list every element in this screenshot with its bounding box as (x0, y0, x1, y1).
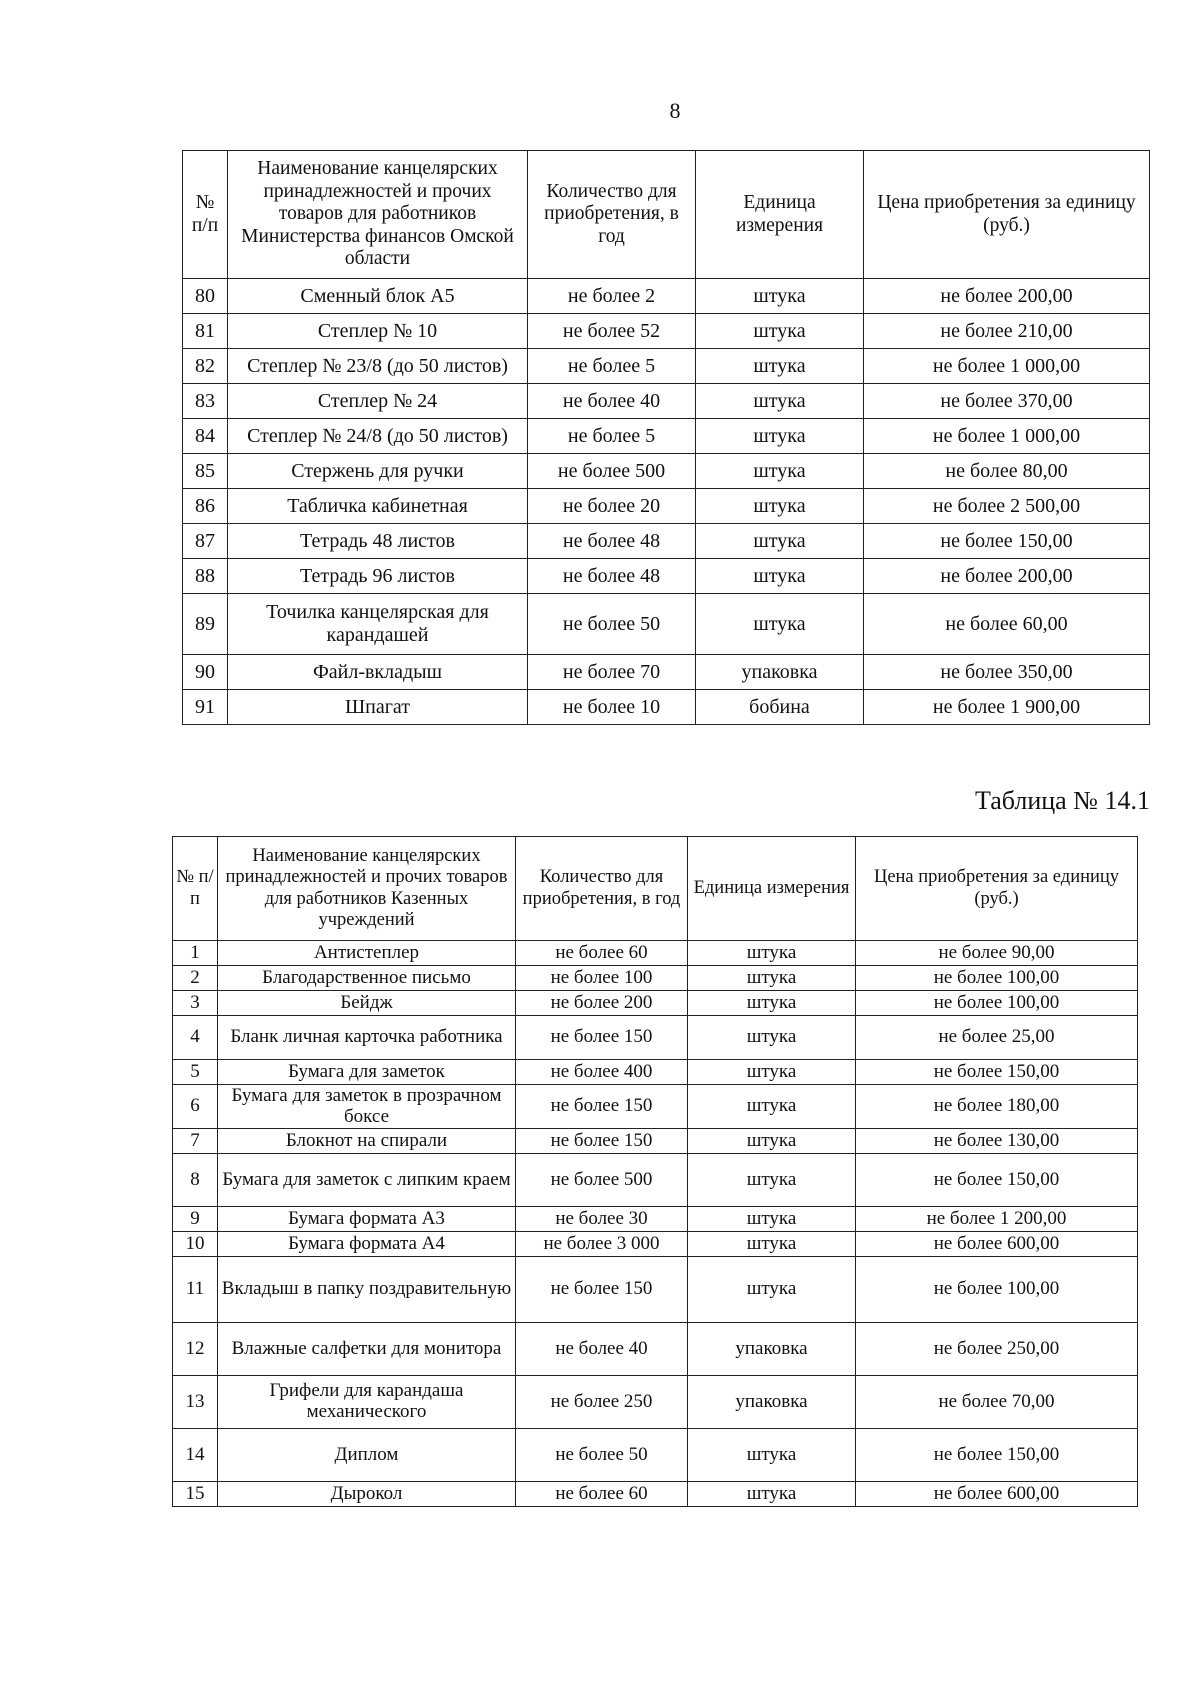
cell-price: не более 200,00 (864, 279, 1150, 314)
cell-qty: не более 60 (516, 1482, 688, 1507)
table-row (173, 1016, 1138, 1060)
cell-unit: штука (696, 419, 864, 454)
cell-qty: не более 100 (516, 966, 688, 991)
cell-qty: не более 150 (516, 1085, 688, 1129)
table-row (173, 1207, 1138, 1232)
cell-num: 86 (183, 489, 228, 524)
cell-unit: упаковка (696, 655, 864, 690)
cell-name: Тетрадь 48 листов (228, 524, 528, 559)
cell-qty: не более 500 (516, 1154, 688, 1207)
cell-num: 15 (173, 1482, 218, 1507)
page-number: 8 (669, 98, 681, 123)
cell-name: Влажные салфетки для монитора (218, 1323, 516, 1376)
header-num: № п/п (173, 837, 218, 941)
cell-qty: не более 50 (516, 1429, 688, 1482)
cell-num: 9 (173, 1207, 218, 1232)
header-price: Цена приобретения за единицу (руб.) (864, 151, 1150, 279)
table-row (173, 1060, 1138, 1085)
cell-unit: упаковка (688, 1376, 856, 1429)
cell-unit: штука (696, 559, 864, 594)
cell-name: Бумага для заметок (218, 1060, 516, 1085)
cell-num: 5 (173, 1060, 218, 1085)
cell-unit: штука (688, 1016, 856, 1060)
header-name: Наименование канцелярских принадлежностей и прочих товаров для работников Министерства финансов Омской области (228, 151, 528, 279)
stationery-table-ministry (182, 150, 1150, 725)
stationery-table-institutions (172, 836, 1138, 1507)
cell-price: не более 100,00 (856, 966, 1138, 991)
table-row (173, 1129, 1138, 1154)
table-header (173, 837, 1138, 941)
cell-name: Бумага формата А3 (218, 1207, 516, 1232)
table-row (173, 1257, 1138, 1323)
cell-qty: не более 150 (516, 1129, 688, 1154)
cell-name: Степлер № 24/8 (до 50 листов) (228, 419, 528, 454)
cell-qty: не более 500 (528, 454, 696, 489)
cell-name: Степлер № 10 (228, 314, 528, 349)
cell-qty: не более 5 (528, 419, 696, 454)
cell-price: не более 130,00 (856, 1129, 1138, 1154)
cell-qty: не более 48 (528, 524, 696, 559)
table-row (183, 489, 1150, 524)
cell-num: 1 (173, 941, 218, 966)
table-row (173, 1085, 1138, 1129)
cell-price: не более 80,00 (864, 454, 1150, 489)
cell-qty: не более 400 (516, 1060, 688, 1085)
cell-qty: не более 48 (528, 559, 696, 594)
cell-qty: не более 20 (528, 489, 696, 524)
cell-unit: штука (688, 1482, 856, 1507)
cell-num: 7 (173, 1129, 218, 1154)
cell-num: 81 (183, 314, 228, 349)
cell-name: Бланк личная карточка работника (218, 1016, 516, 1060)
table-row (183, 349, 1150, 384)
table-row (183, 690, 1150, 725)
cell-name: Благодарственное письмо (218, 966, 516, 991)
cell-name: Сменный блок А5 (228, 279, 528, 314)
cell-unit: штука (696, 454, 864, 489)
cell-name: Дырокол (218, 1482, 516, 1507)
cell-name: Бумага формата А4 (218, 1232, 516, 1257)
table-row (183, 419, 1150, 454)
cell-unit: штука (688, 1154, 856, 1207)
cell-price: не более 100,00 (856, 1257, 1138, 1323)
cell-name: Вкладыш в папку поздравительную (218, 1257, 516, 1323)
cell-price: не более 150,00 (856, 1429, 1138, 1482)
cell-num: 14 (173, 1429, 218, 1482)
table-row (183, 594, 1150, 655)
cell-num: 87 (183, 524, 228, 559)
cell-unit: штука (696, 349, 864, 384)
header-unit: Единица измерения (696, 151, 864, 279)
cell-num: 13 (173, 1376, 218, 1429)
table-row (173, 1482, 1138, 1507)
cell-price: не более 150,00 (856, 1060, 1138, 1085)
table-row (173, 991, 1138, 1016)
cell-price: не более 200,00 (864, 559, 1150, 594)
cell-name: Тетрадь 96 листов (228, 559, 528, 594)
cell-price: не более 150,00 (864, 524, 1150, 559)
cell-num: 90 (183, 655, 228, 690)
cell-name: Бейдж (218, 991, 516, 1016)
table-row (183, 279, 1150, 314)
cell-num: 12 (173, 1323, 218, 1376)
header-name: Наименование канцелярских принадлежностей и прочих товаров для работников Казенных учреждений (218, 837, 516, 941)
cell-unit: штука (688, 1429, 856, 1482)
header-qty: Количество для приобретения, в год (516, 837, 688, 941)
cell-qty: не более 150 (516, 1016, 688, 1060)
cell-qty: не более 50 (528, 594, 696, 655)
cell-qty: не более 200 (516, 991, 688, 1016)
cell-unit: штука (688, 991, 856, 1016)
cell-unit: штука (688, 966, 856, 991)
table-row (183, 559, 1150, 594)
table-row (183, 454, 1150, 489)
cell-qty: не более 52 (528, 314, 696, 349)
cell-unit: штука (696, 489, 864, 524)
cell-price: не более 2 500,00 (864, 489, 1150, 524)
cell-price: не более 25,00 (856, 1016, 1138, 1060)
cell-num: 6 (173, 1085, 218, 1129)
table-row (183, 524, 1150, 559)
cell-qty: не более 30 (516, 1207, 688, 1232)
cell-num: 10 (173, 1232, 218, 1257)
cell-price: не более 150,00 (856, 1154, 1138, 1207)
table-row (183, 314, 1150, 349)
cell-price: не более 100,00 (856, 991, 1138, 1016)
cell-num: 3 (173, 991, 218, 1016)
cell-name: Файл-вкладыш (228, 655, 528, 690)
table-row (183, 384, 1150, 419)
header-qty: Количество для приобретения, в год (528, 151, 696, 279)
cell-price: не более 1 000,00 (864, 349, 1150, 384)
cell-qty: не более 60 (516, 941, 688, 966)
cell-unit: штука (696, 384, 864, 419)
cell-num: 2 (173, 966, 218, 991)
cell-unit: штука (688, 1085, 856, 1129)
table-caption: Таблица № 14.1 (974, 786, 1150, 815)
table-row (173, 1323, 1138, 1376)
cell-price: не более 180,00 (856, 1085, 1138, 1129)
cell-qty: не более 10 (528, 690, 696, 725)
table-row (173, 966, 1138, 991)
cell-name: Шпагат (228, 690, 528, 725)
cell-name: Антистеплер (218, 941, 516, 966)
cell-name: Блокнот на спирали (218, 1129, 516, 1154)
cell-qty: не более 5 (528, 349, 696, 384)
cell-unit: штука (696, 279, 864, 314)
cell-price: не более 1 200,00 (856, 1207, 1138, 1232)
cell-price: не более 90,00 (856, 941, 1138, 966)
cell-price: не более 1 000,00 (864, 419, 1150, 454)
table-row (173, 941, 1138, 966)
cell-unit: штука (688, 941, 856, 966)
table-row (173, 1376, 1138, 1429)
cell-unit: штука (688, 1207, 856, 1232)
cell-price: не более 210,00 (864, 314, 1150, 349)
cell-price: не более 370,00 (864, 384, 1150, 419)
cell-price: не более 60,00 (864, 594, 1150, 655)
cell-unit: штука (696, 314, 864, 349)
cell-num: 89 (183, 594, 228, 655)
cell-name: Бумага для заметок в прозрачном боксе (218, 1085, 516, 1129)
cell-qty: не более 2 (528, 279, 696, 314)
header-price: Цена приобретения за единицу (руб.) (856, 837, 1138, 941)
cell-unit: штука (688, 1232, 856, 1257)
cell-unit: штука (688, 1129, 856, 1154)
cell-num: 8 (173, 1154, 218, 1207)
cell-price: не более 250,00 (856, 1323, 1138, 1376)
cell-price: не более 350,00 (864, 655, 1150, 690)
cell-name: Диплом (218, 1429, 516, 1482)
cell-num: 4 (173, 1016, 218, 1060)
cell-num: 83 (183, 384, 228, 419)
header-num: № п/п (183, 151, 228, 279)
cell-num: 85 (183, 454, 228, 489)
cell-num: 88 (183, 559, 228, 594)
table-row (173, 1154, 1138, 1207)
cell-unit: штука (688, 1060, 856, 1085)
cell-name: Бумага для заметок с липким краем (218, 1154, 516, 1207)
cell-qty: не более 250 (516, 1376, 688, 1429)
cell-name: Точилка канцелярская для карандашей (228, 594, 528, 655)
table-header (183, 151, 1150, 279)
cell-name: Табличка кабинетная (228, 489, 528, 524)
cell-unit: штука (696, 594, 864, 655)
cell-qty: не более 3 000 (516, 1232, 688, 1257)
cell-qty: не более 150 (516, 1257, 688, 1323)
cell-num: 82 (183, 349, 228, 384)
cell-price: не более 600,00 (856, 1232, 1138, 1257)
cell-num: 91 (183, 690, 228, 725)
cell-qty: не более 70 (528, 655, 696, 690)
cell-name: Стержень для ручки (228, 454, 528, 489)
cell-num: 84 (183, 419, 228, 454)
cell-price: не более 1 900,00 (864, 690, 1150, 725)
cell-unit: бобина (696, 690, 864, 725)
cell-qty: не более 40 (516, 1323, 688, 1376)
header-unit: Единица измерения (688, 837, 856, 941)
cell-num: 80 (183, 279, 228, 314)
cell-unit: упаковка (688, 1323, 856, 1376)
cell-unit: штука (696, 524, 864, 559)
table-row (173, 1232, 1138, 1257)
cell-num: 11 (173, 1257, 218, 1323)
cell-price: не более 600,00 (856, 1482, 1138, 1507)
cell-qty: не более 40 (528, 384, 696, 419)
table-row (183, 655, 1150, 690)
cell-price: не более 70,00 (856, 1376, 1138, 1429)
cell-unit: штука (688, 1257, 856, 1323)
cell-name: Степлер № 23/8 (до 50 листов) (228, 349, 528, 384)
table-row (173, 1429, 1138, 1482)
cell-name: Степлер № 24 (228, 384, 528, 419)
cell-name: Грифели для карандаша механического (218, 1376, 516, 1429)
